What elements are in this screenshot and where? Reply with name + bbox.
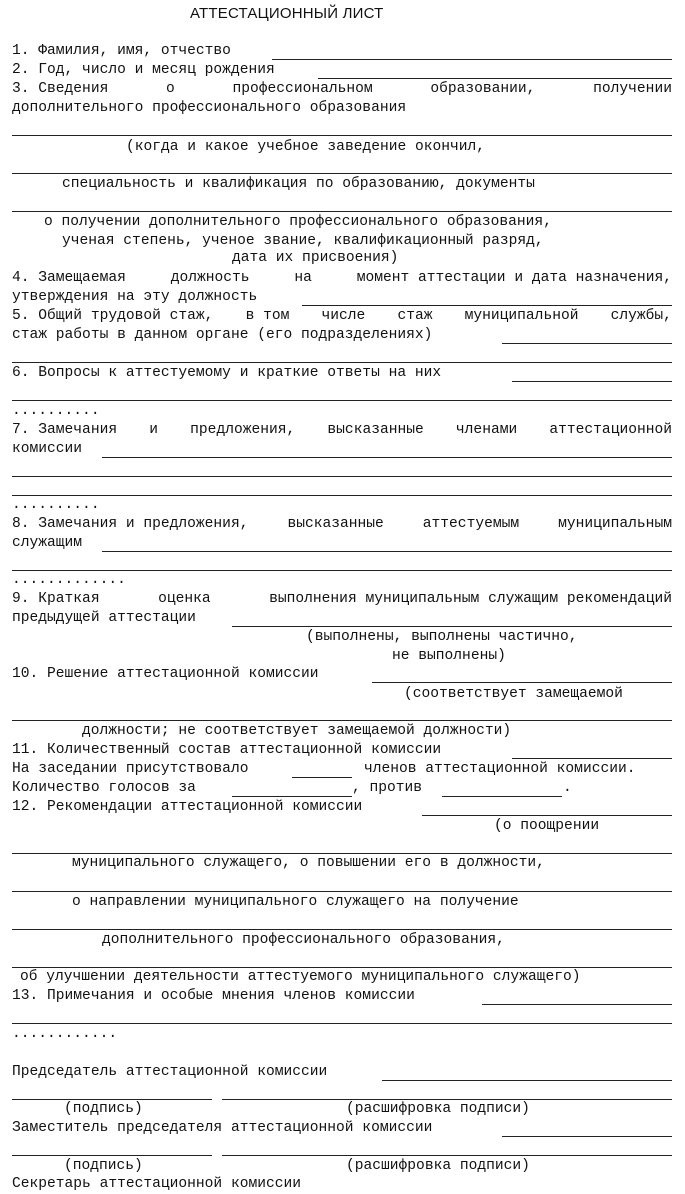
deputy-label: Заместитель председателя аттестационной комиссии (12, 1120, 433, 1136)
questions-ellipsis: .......... (12, 403, 100, 419)
assessment-line[interactable] (232, 626, 672, 627)
education-hint-2: специальность и квалификация по образованию, документы (62, 176, 535, 192)
recommendations-hint-4: дополнительного профессионального образования, (102, 932, 505, 948)
field-label-position: 4. Замещаемая должность на момент аттестации и дата назначения, (12, 270, 672, 286)
recommendations-hint-3: о направлении муниципального служащего на получение (72, 894, 519, 910)
field-label-birth-date: 2. Год, число и месяц рождения (12, 62, 275, 78)
votes-against-line[interactable] (442, 796, 562, 797)
votes-for-line[interactable] (232, 796, 352, 797)
notes-ellipsis: ............ (12, 1026, 118, 1042)
commission-remarks-ellipsis: .......... (12, 497, 100, 513)
commission-remarks-line-2[interactable] (12, 476, 672, 477)
assessment-hint-1: (выполнены, выполнены частично, (306, 629, 578, 645)
decision-hint-2: должности; не соответствует замещаемой должности) (82, 723, 512, 739)
recommendations-line-3[interactable] (12, 891, 672, 892)
employee-remarks-label-cont: служащим (12, 535, 83, 551)
questions-line-2[interactable] (12, 400, 672, 401)
attendance-line[interactable] (292, 777, 352, 778)
education-hint-1: (когда и какое учебное заведение окончил, (126, 139, 486, 155)
chairman-decode-hint: (расшифровка подписи) (346, 1101, 530, 1117)
notes-line-1[interactable] (482, 1004, 672, 1005)
commission-remarks-line-1[interactable] (102, 457, 672, 458)
chairman-decode-line[interactable] (222, 1099, 672, 1100)
field-label-assessment: 9. Краткая оценка выполнения муниципальным служащим рекомендаций (12, 591, 672, 607)
composition-line[interactable] (512, 758, 672, 759)
deputy-signature-hint: (подпись) (64, 1158, 143, 1174)
recommendations-hint-1: (о поощрении (494, 818, 600, 834)
secretary-label: Секретарь аттестационной комиссии (12, 1176, 302, 1192)
recommendations-line-4[interactable] (12, 929, 672, 930)
field-label-decision: 10. Решение аттестационной комиссии (12, 666, 319, 682)
employee-remarks-ellipsis: ............. (12, 572, 126, 588)
attendance-label: На заседании присутствовало (12, 761, 249, 777)
field-label-notes: 13. Примечания и особые мнения членов комиссии (12, 988, 415, 1004)
chairman-signature-hint: (подпись) (64, 1101, 143, 1117)
education-line-2[interactable] (12, 173, 672, 174)
deputy-decode-line[interactable] (222, 1155, 672, 1156)
deputy-signature-line[interactable] (12, 1155, 212, 1156)
votes-against-label: , против (352, 780, 423, 796)
position-line[interactable] (302, 305, 672, 306)
commission-remarks-label-cont: комиссии (12, 441, 83, 457)
education-line-3[interactable] (12, 211, 672, 212)
deputy-decode-hint: (расшифровка подписи) (346, 1158, 530, 1174)
recommendations-line-5[interactable] (12, 967, 672, 968)
attendance-label-cont: членов аттестационной комиссии. (364, 761, 636, 777)
decision-line-1[interactable] (372, 682, 672, 683)
full-name-line[interactable] (272, 59, 672, 60)
questions-line-1[interactable] (512, 381, 672, 382)
employee-remarks-line-2[interactable] (12, 570, 672, 571)
experience-line-1[interactable] (502, 343, 672, 344)
experience-line-2[interactable] (12, 362, 672, 363)
decision-hint-1: (соответствует замещаемой (404, 686, 623, 702)
votes-for-label: Количество голосов за (12, 780, 196, 796)
field-label-commission-remarks: 7. Замечания и предложения, высказанные членами аттестационной (12, 422, 672, 438)
field-label-education: 3. Сведения о профессиональном образовании, получении (12, 81, 672, 97)
assessment-label-cont: предыдущей аттестации (12, 610, 196, 626)
assessment-hint-2: не выполнены) (392, 648, 506, 664)
field-label-employee-remarks: 8. Замечания и предложения, высказанные аттестуемым муниципальным (12, 516, 672, 532)
chairman-line[interactable] (382, 1080, 672, 1081)
education-label-cont: дополнительного профессионального образования (12, 100, 407, 116)
education-line-1[interactable] (12, 135, 672, 136)
field-label-questions: 6. Вопросы к аттестуемому и краткие ответы на них (12, 365, 442, 381)
position-label-cont: утверждения на эту должность (12, 289, 258, 305)
decision-line-2[interactable] (12, 720, 672, 721)
field-label-full-name: 1. Фамилия, имя, отчество (12, 43, 231, 59)
deputy-line[interactable] (502, 1136, 672, 1137)
recommendations-hint-2: муниципального служащего, о повышении его в должности, (72, 855, 545, 871)
field-label-experience: 5. Общий трудовой стаж, в том числе стаж муниципальной службы, (12, 308, 672, 324)
experience-label-cont: стаж работы в данном органе (его подразделениях) (12, 327, 433, 343)
field-label-composition: 11. Количественный состав аттестационной комиссии (12, 742, 442, 758)
education-hint-5: дата их присвоения) (232, 250, 399, 266)
recommendations-hint-5: об улучшении деятельности аттестуемого муниципального служащего) (20, 969, 581, 985)
recommendations-line-1[interactable] (422, 815, 672, 816)
chairman-signature-line[interactable] (12, 1099, 212, 1100)
votes-end: . (563, 780, 572, 796)
chairman-label: Председатель аттестационной комиссии (12, 1064, 328, 1080)
notes-line-2[interactable] (12, 1023, 672, 1024)
birth-date-line[interactable] (318, 78, 672, 79)
education-hint-4: ученая степень, ученое звание, квалификационный разряд, (62, 233, 544, 249)
commission-remarks-line-3[interactable] (12, 495, 672, 496)
field-label-recommendations: 12. Рекомендации аттестационной комиссии (12, 799, 363, 815)
recommendations-line-2[interactable] (12, 853, 672, 854)
page-title: АТТЕСТАЦИОННЫЙ ЛИСТ (190, 5, 384, 22)
education-hint-3: о получении дополнительного профессионального образования, (44, 214, 552, 230)
employee-remarks-line-1[interactable] (102, 551, 672, 552)
